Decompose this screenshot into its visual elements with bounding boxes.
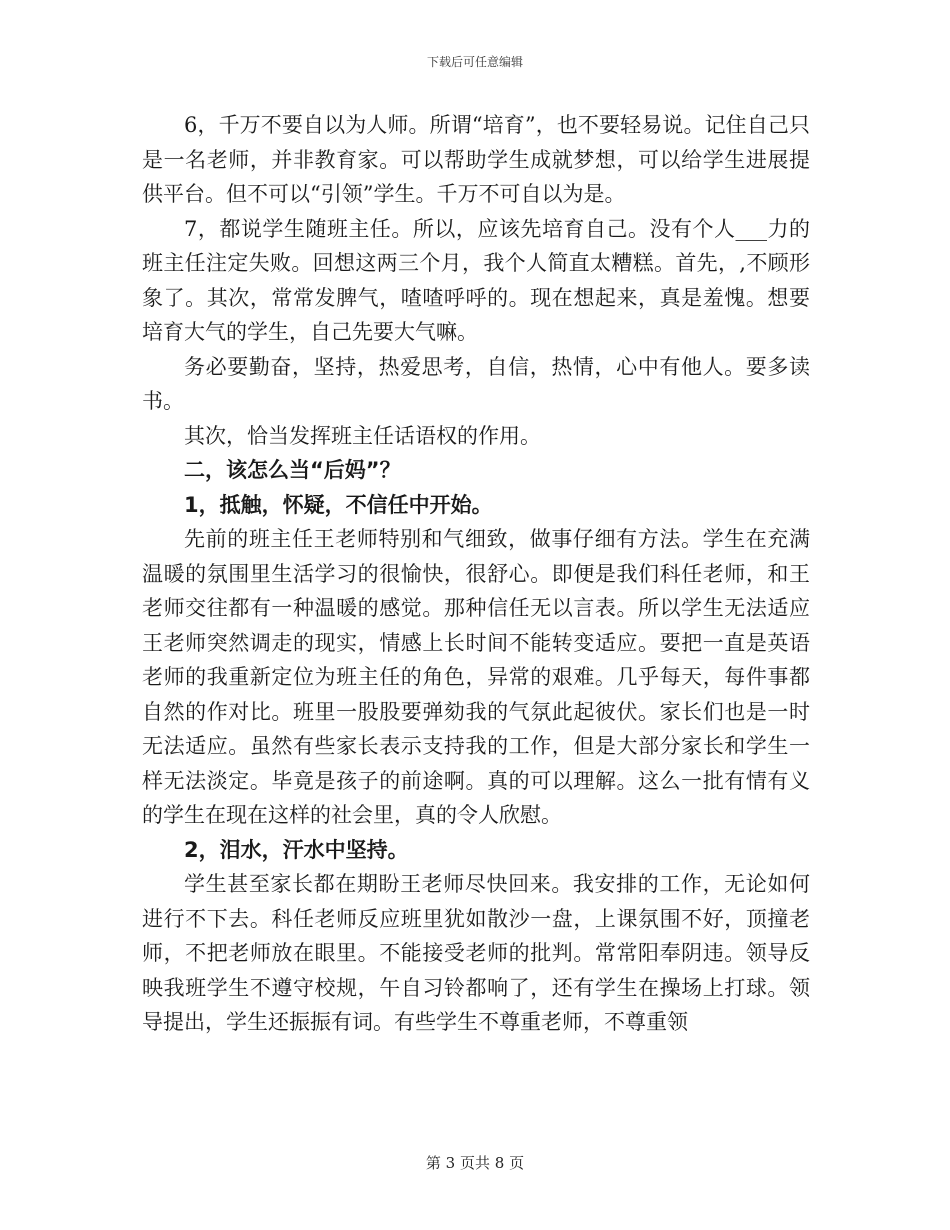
- paragraph: 先前的班主任王老师特别和气细致，做事仔细有方法。学生在充满温暖的氛围里生活学习的很愉快，很舒心。即便是我们科任老师，和王老师交往都有一种温暖的感觉。那种信任无以言表。所以学生无法适应王老师突然调走的现实，情感上长时间不能转变适应。要把一直是英语老师的我重新定位为班主任的角色，异常的艰难。几乎每天，每件事都自然的作对比。班里一股股要弹劾我的气氛此起彼伏。家长们也是一时无法适应。虽然有些家长表示支持我的工作，但是大部分家长和学生一样无法淡定。毕竟是孩子的前途啊。真的可以理解。这么一批有情有义的学生在现在这样的社会里，真的令人欣慰。: [142, 527, 810, 827]
- paragraph: 其次，恰当发挥班主任话语权的作用。: [184, 423, 541, 448]
- subsection-heading: 1，抵触，怀疑，不信任中开始。: [184, 492, 493, 517]
- subsection-heading: 2，泪水，汗水中坚持。: [184, 837, 409, 862]
- paragraph: 学生甚至家长都在期盼王老师尽快回来。我安排的工作，无论如何进行不下去。科任老师反应班里犹如散沙一盘，上课氛围不好，顶撞老师，不把老师放在眼里。不能接受老师的批判。常常阳奉阴违。领导反映我班学生不遵守校规，午自习铃都响了，还有学生在操场上打球。领导提出，学生还振振有词。有些学生不尊重老师，不尊重领: [142, 872, 810, 1034]
- page-footer: 第 3 页共 8 页: [425, 1154, 525, 1172]
- section-heading: 二，该怎么当“后妈”？: [184, 458, 401, 482]
- paragraph: 6，千万不要自以为人师。所谓“培育”，也不要轻易说。记住自己只是一名老师，并非教育家。可以帮助学生成就梦想，可以给学生进展提供平台。但不可以“引领”学生。千万不可自以为是。: [142, 113, 810, 206]
- paragraph: 务必要勤奋，坚持，热爱思考，自信，热情，心中有他人。要多读书。: [142, 354, 810, 413]
- document-body: [142, 108, 810, 1040]
- paragraph: 7，都说学生随班主任。所以，应该先培育自己。没有个人___力的班主任注定失败。回想这两三个月，我个人简直太糟糕。首先，,不顾形象了。其次，常常发脾气，喳喳呼呼的。现在想起来，真是羞愧。想要培育大气的学生，自己先要大气嘛。: [142, 216, 810, 344]
- page-header: 下载后可任意编辑: [426, 55, 523, 69]
